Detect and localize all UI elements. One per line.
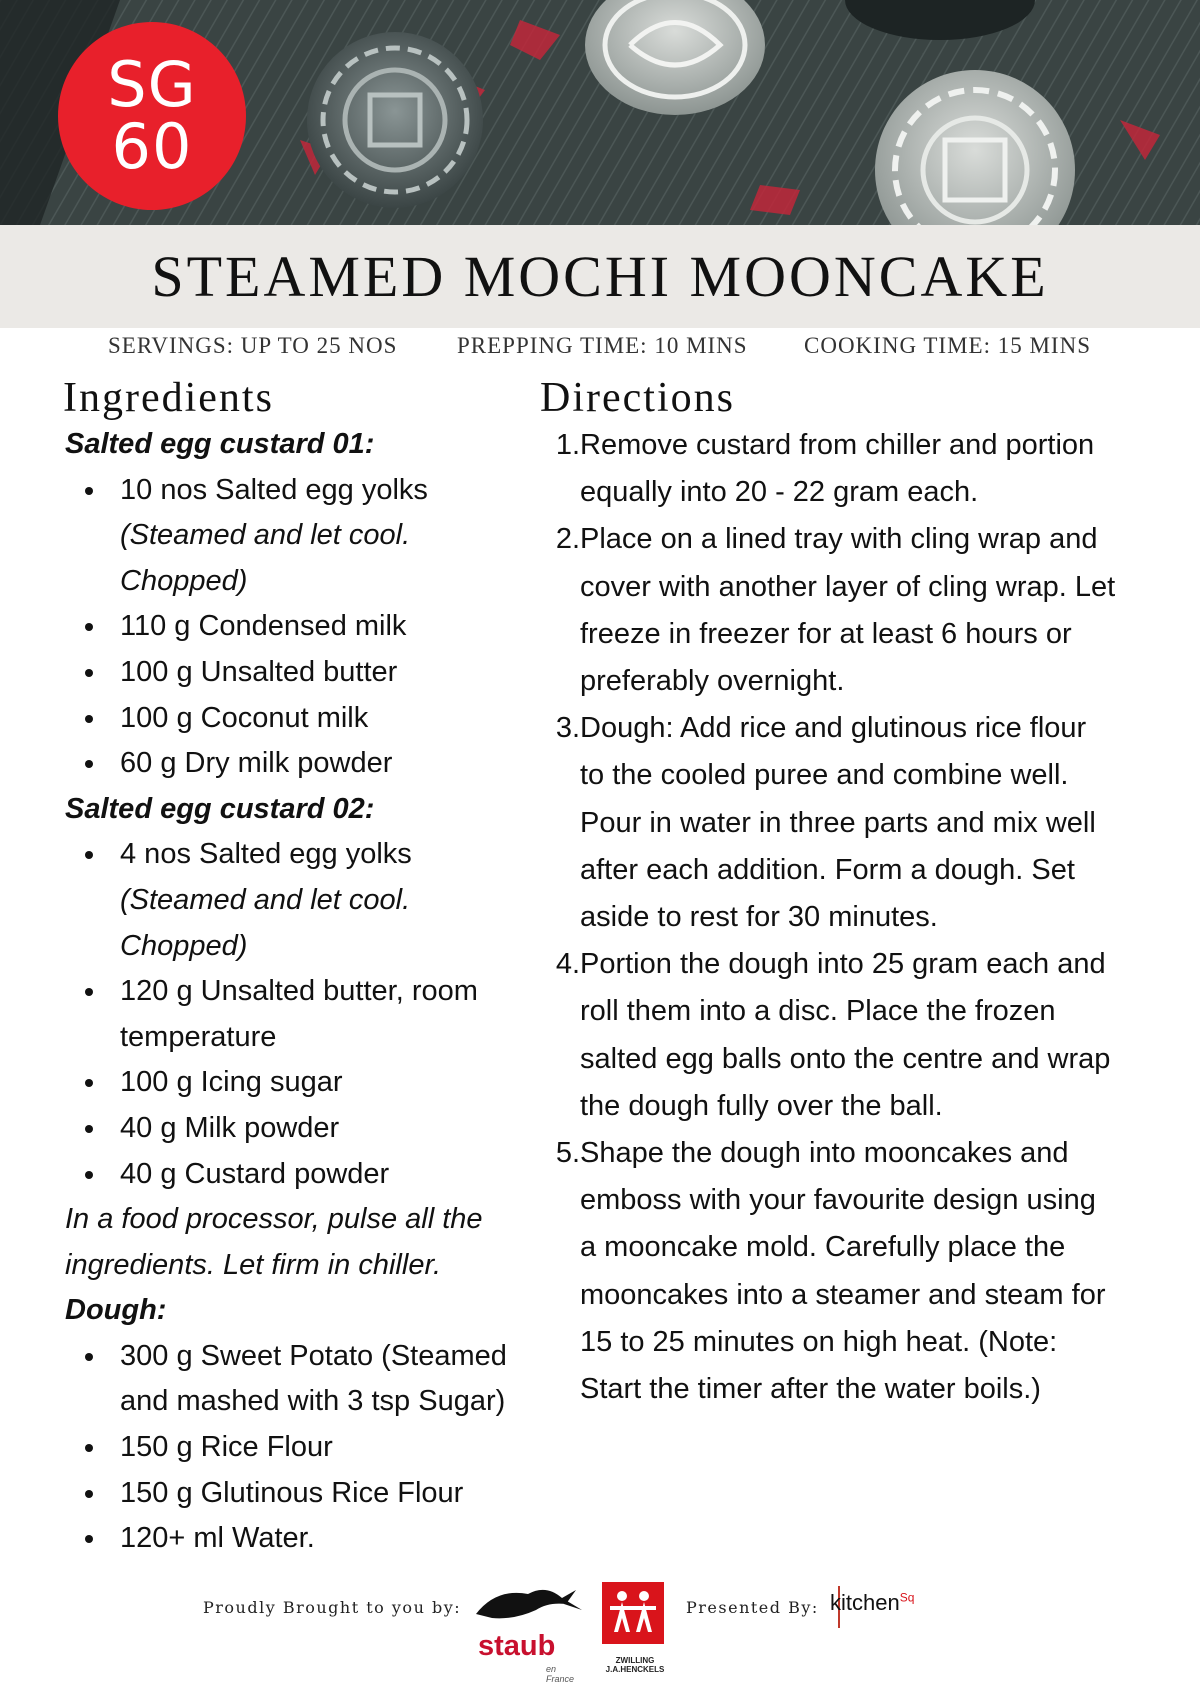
step-text: Remove custard from chiller and portion equally into 20 - 22 gram each. <box>580 429 1095 509</box>
list-item: 150 g Glutinous Rice Flour <box>120 1471 545 1517</box>
sg60-logo-line1: SG <box>107 48 197 121</box>
ingredients-heading: Ingredients <box>63 375 274 421</box>
custard2-list <box>65 832 545 1197</box>
ingredient-main: 10 nos Salted egg yolks <box>120 473 428 506</box>
step-number: 2. <box>555 523 580 556</box>
custard1-list <box>65 468 545 787</box>
step-number: 5. <box>555 1137 580 1170</box>
cook-time-text: COOKING TIME: 15 MINS <box>804 333 1091 358</box>
dough-title: Dough: <box>65 1294 167 1327</box>
list-item: 100 g Unsalted butter <box>120 650 545 696</box>
custard-note: In a food processor, pulse all the ingredients. Let firm in chiller. <box>65 1203 483 1281</box>
direction-step <box>548 705 1118 941</box>
kitchen-wordmark: kitchen <box>830 1590 900 1615</box>
custard1-title: Salted egg custard 01: <box>65 428 375 460</box>
title-band <box>0 225 1200 328</box>
prep-time-text: PREPPING TIME: 10 MINS <box>457 333 748 358</box>
sg60-logo <box>58 22 246 210</box>
list-item: 120 g Unsalted butter, room temperature <box>120 969 545 1060</box>
list-item: 40 g Custard powder <box>120 1152 545 1198</box>
list-item: 60 g Dry milk powder <box>120 741 545 787</box>
staub-subtext: en France <box>546 1664 575 1684</box>
list-item <box>120 468 545 605</box>
ingredient-note: (Steamed and let cool. Chopped) <box>120 883 411 962</box>
hero-photo <box>0 0 1200 225</box>
servings-text: SERVINGS: UP TO 25 NOS <box>108 333 398 358</box>
recipe-title: STEAMED MOCHI MOONCAKE <box>151 244 1049 309</box>
directions-column <box>548 422 1118 1413</box>
kitchen-sq: Sq <box>899 1590 915 1605</box>
footer <box>0 1580 1200 1692</box>
list-item <box>120 832 545 969</box>
direction-step <box>548 941 1118 1130</box>
step-text: Dough: Add rice and glutinous rice flour to the cooled puree and combine well. Pour in water in three parts and mix well after each addition. Form a dough. Set aside to rest for 30 minutes. <box>580 712 1096 934</box>
staub-wordmark: staub <box>478 1630 556 1662</box>
zwilling-logo <box>600 1580 670 1692</box>
custard2-title: Salted egg custard 02: <box>65 792 375 825</box>
sg60-logo-line2: 60 <box>111 110 193 183</box>
brought-text: Proudly Brought to you by: <box>203 1598 462 1617</box>
dough-list <box>65 1334 545 1562</box>
directions-heading: Directions <box>540 375 735 421</box>
list-item: 100 g Coconut milk <box>120 696 545 742</box>
presented-text: Presented By: <box>686 1598 819 1617</box>
staub-logo <box>466 1580 586 1684</box>
direction-step <box>548 1130 1118 1413</box>
step-number: 1. <box>555 429 580 461</box>
list-item: 120+ ml Water. <box>120 1516 545 1562</box>
recipe-meta <box>0 333 1200 367</box>
step-text: Place on a lined tray with cling wrap and cover with another layer of cling wrap. Let freeze in freezer for at least 6 hours or preferably overnight. <box>580 523 1116 698</box>
direction-step <box>548 516 1118 705</box>
zwilling-twins-icon <box>602 1582 664 1644</box>
step-number: 4. <box>555 948 580 981</box>
ingredient-main: 4 nos Salted egg yolks <box>120 838 412 871</box>
directions-list <box>548 422 1118 1413</box>
step-text: Shape the dough into mooncakes and emboss with your favourite design using a mooncake mold. Carefully place the mooncakes into a steamer and steam for 15 to 25 minutes on high heat. (Note: Start the timer after the water boils.) <box>580 1137 1106 1406</box>
list-item: 40 g Milk powder <box>120 1106 545 1152</box>
step-number: 3. <box>555 712 580 745</box>
stork-icon <box>466 1580 586 1636</box>
ingredients-column <box>65 422 545 1562</box>
kitchensq-logo <box>830 1590 914 1616</box>
zwilling-wordmark: ZWILLING J.A.HENCKELS <box>605 1656 665 1674</box>
ingredient-note: (Steamed and let cool. Chopped) <box>120 519 411 597</box>
direction-step <box>548 422 1118 516</box>
list-item: 300 g Sweet Potato (Steamed and mashed with 3 tsp Sugar) <box>120 1334 545 1425</box>
list-item: 110 g Condensed milk <box>120 604 545 650</box>
list-item: 150 g Rice Flour <box>120 1425 545 1471</box>
list-item: 100 g Icing sugar <box>120 1060 545 1106</box>
step-text: Portion the dough into 25 gram each and roll them into a disc. Place the frozen salted egg balls onto the centre and wrap the dough fully over the ball. <box>580 948 1111 1122</box>
